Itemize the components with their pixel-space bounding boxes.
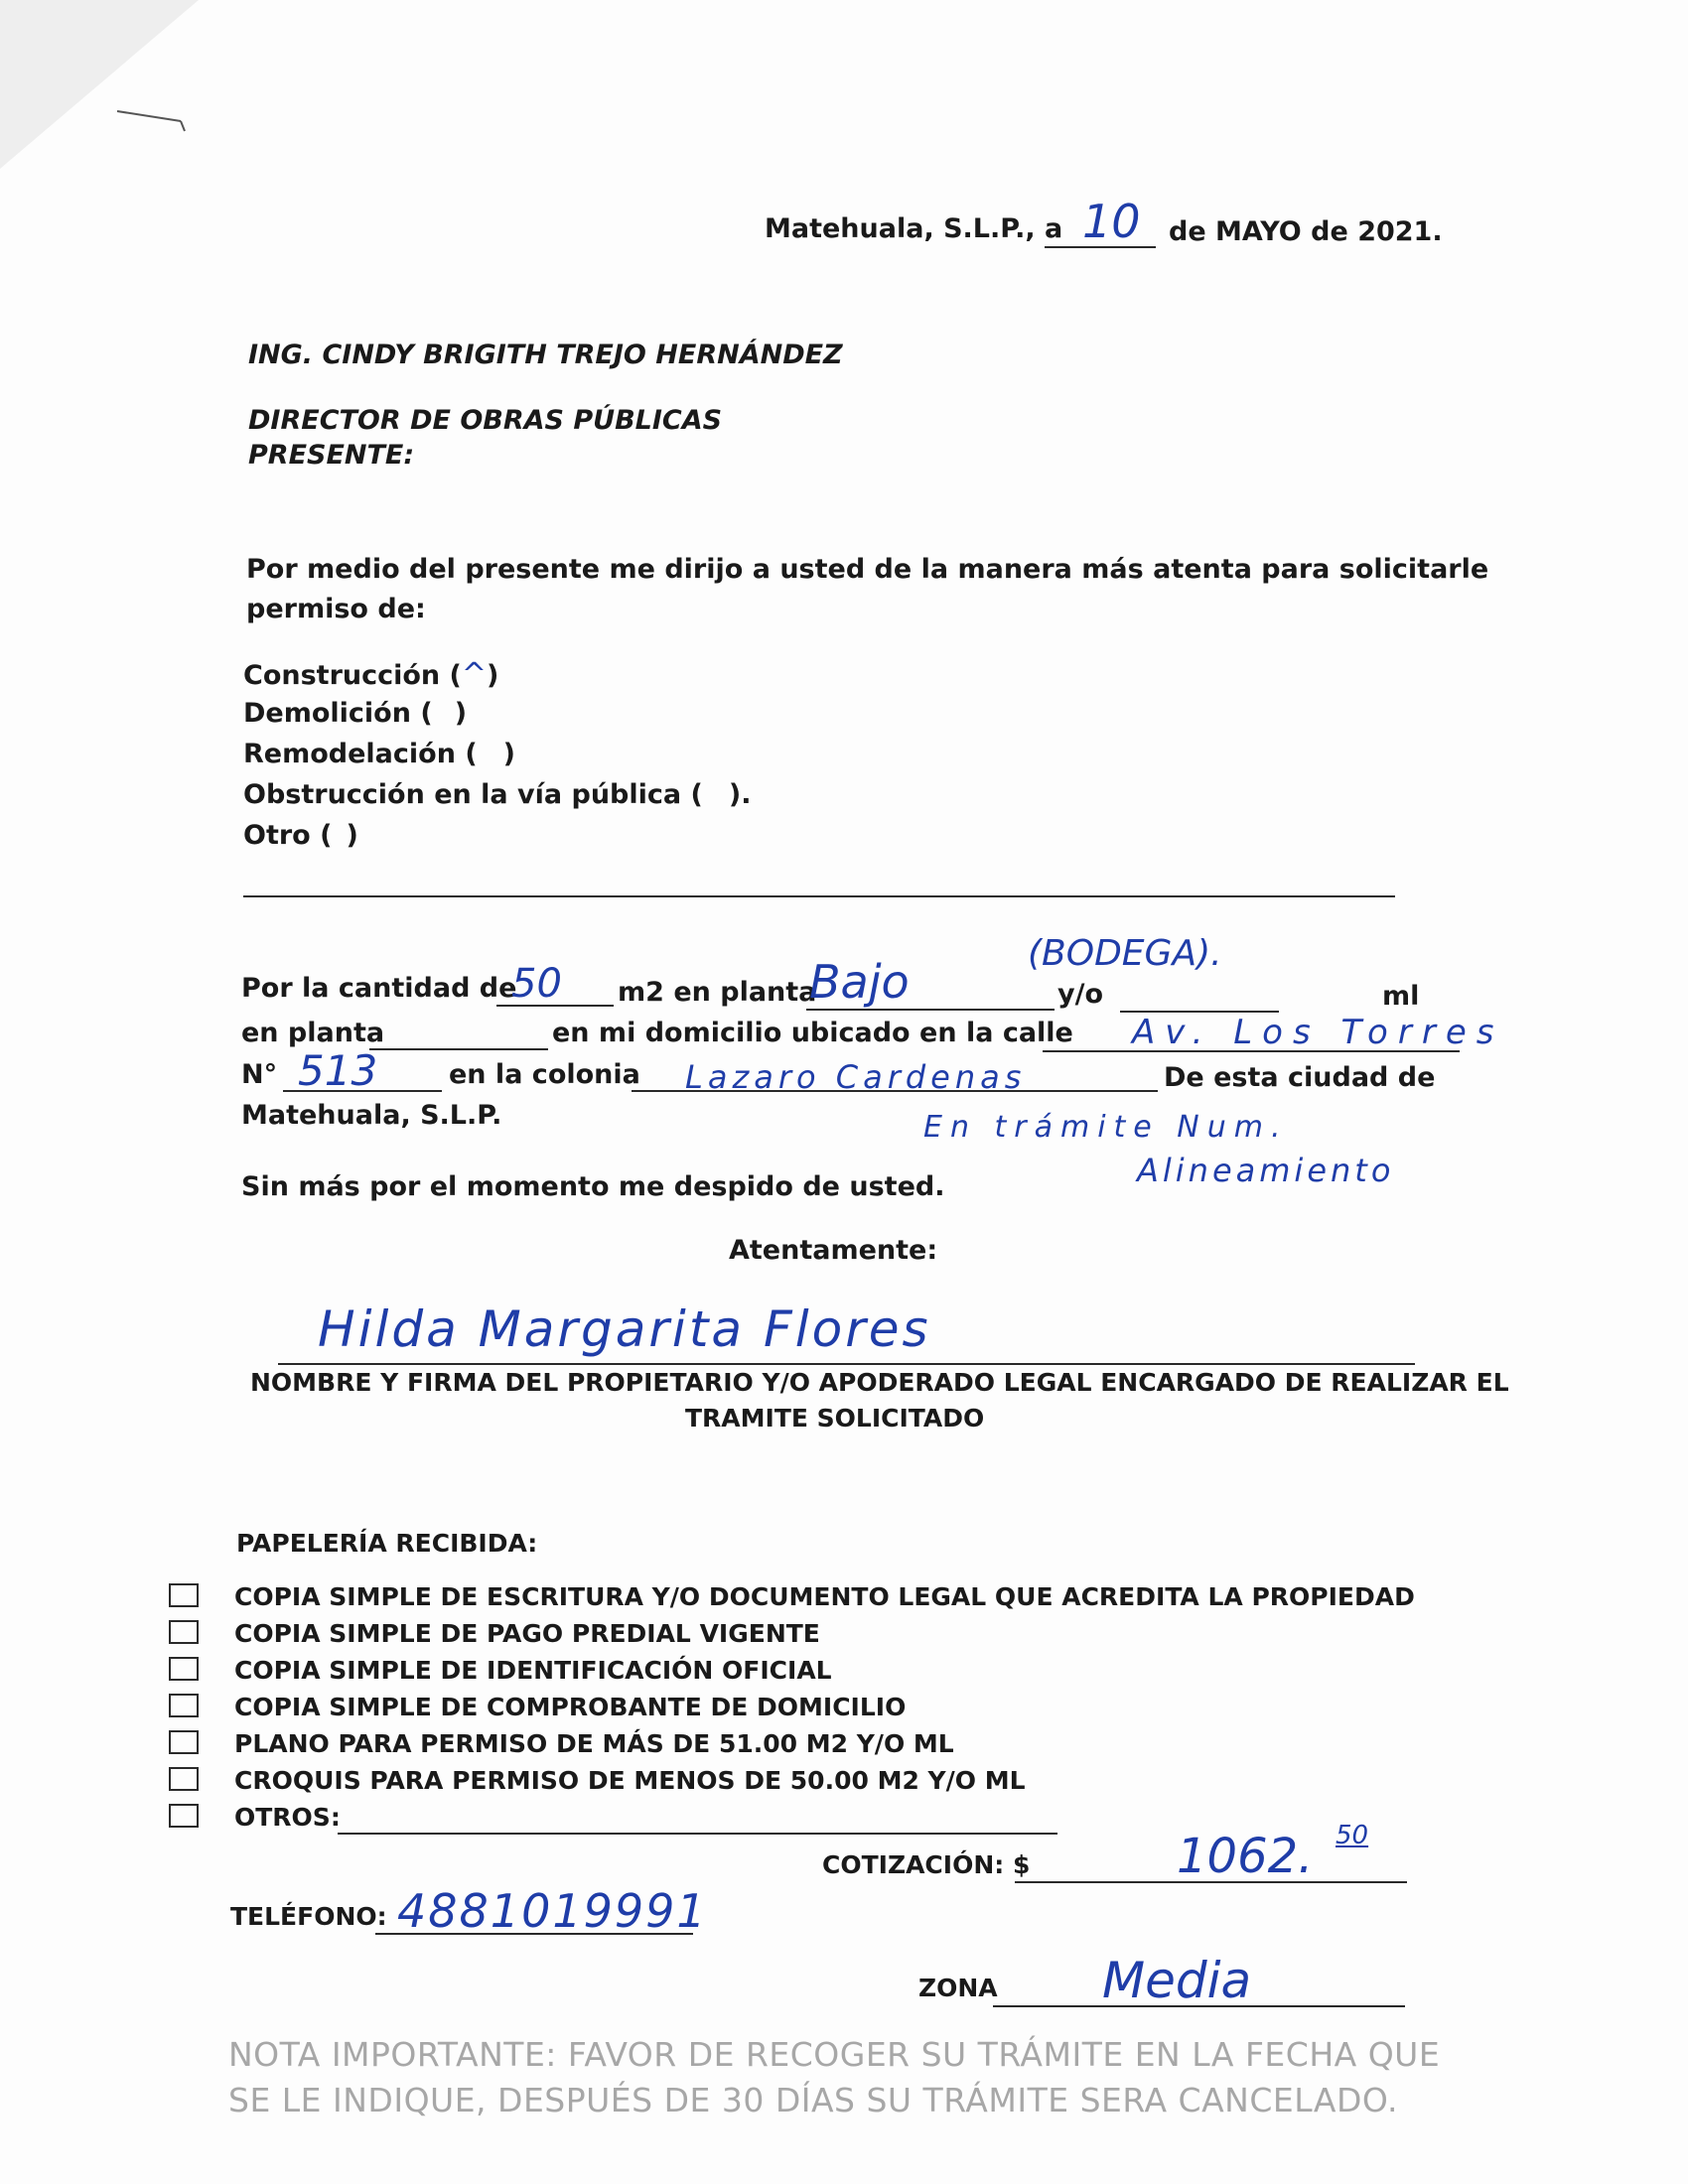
date-day-value: 10 [1082,195,1141,248]
en-planta-line [369,1048,548,1050]
papeleria-item-domicilio: COPIA SIMPLE DE COMPROBANTE DE DOMICILIO [234,1693,907,1721]
en-planta-label: en planta [241,1018,385,1048]
papeleria-item-croquis: CROQUIS PARA PERMISO DE MENOS DE 50.00 M2 Y/O ML [234,1766,1026,1795]
signature-line [278,1363,1415,1365]
ciudad-label: De esta ciudad de [1164,1062,1436,1093]
date-prefix: Matehuala, S.L.P., a [765,213,1063,244]
handwritten-note-alineamiento: Alineamiento [1137,1152,1395,1189]
permit-option-close: ) [454,698,468,729]
permit-option-label: Obstrucción en la vía pública ( [243,779,703,810]
farewell-text: Sin más por el momento me despido de usted. [241,1171,945,1202]
papeleria-checkbox-plano[interactable] [169,1730,199,1754]
papeleria-checkbox-otros[interactable] [169,1804,199,1828]
intro-line-2: permiso de: [246,594,426,624]
permit-option-label: Remodelación ( [243,739,478,769]
papeleria-item-identificacion: COPIA SIMPLE DE IDENTIFICACIÓN OFICIAL [234,1656,832,1685]
papeleria-item-otros: OTROS: [234,1803,341,1832]
signature-caption-2: TRAMITE SOLICITADO [685,1404,985,1433]
permit-option-label: Demolición ( [243,698,433,729]
colonia-value: Lazaro Cardenas [685,1058,1027,1096]
planta-value: Bajo [809,955,910,1009]
permit-option-label: Otro ( [243,820,333,851]
permit-option-mark: ^ [461,657,488,692]
ciudad-line-2: Matehuala, S.L.P. [241,1100,502,1131]
intro-line-1: Por medio del presente me dirijo a usted de la manera más atenta para solicitarle [246,554,1489,585]
papeleria-checkbox-domicilio[interactable] [169,1694,199,1717]
cantidad-label: Por la cantidad de [241,973,517,1004]
papeleria-checkbox-predial[interactable] [169,1620,199,1644]
date-suffix: de MAYO de 2021. [1169,216,1443,247]
yo-label: y/o [1057,979,1104,1010]
nota-line-1: NOTA IMPORTANTE: FAVOR DE RECOGER SU TRÁMITE EN LA FECHA QUE [228,2035,1441,2074]
permit-option-otro [243,820,358,851]
permit-option-remodelacion [243,739,515,769]
recipient-greeting: PRESENTE: [248,440,415,471]
telefono-value: 4881019991 [397,1884,708,1938]
papeleria-item-predial: COPIA SIMPLE DE PAGO PREDIAL VIGENTE [234,1619,820,1648]
folded-corner-mark [0,0,258,199]
permit-option-label: Construcción ( [243,660,462,691]
colonia-label: en la colonia [449,1059,640,1090]
zona-label: ZONA [918,1974,998,2002]
numero-value: 513 [298,1046,378,1095]
planta-line [806,1009,1055,1011]
permit-option-obstruccion [243,779,751,810]
handwritten-note-tramite: En trámite Num. [923,1110,1289,1145]
permit-option-close: ). [728,779,752,810]
papeleria-checkbox-identificacion[interactable] [169,1657,199,1681]
permit-option-close: ) [502,739,516,769]
permit-option-demolicion [243,698,467,729]
nota-line-2: SE LE INDIQUE, DESPUÉS DE 30 DÍAS SU TRÁMITE SERA CANCELADO. [228,2081,1398,2119]
permit-option-close: ) [346,820,358,851]
signature-handwritten: Hilda Margarita Flores [318,1300,931,1358]
domicilio-label: en mi domicilio ubicado en la calle [552,1018,1073,1048]
ml-label: ml [1382,981,1420,1012]
papeleria-item-escritura: COPIA SIMPLE DE ESCRITURA Y/O DOCUMENTO LEGAL QUE ACREDITA LA PROPIEDAD [234,1582,1415,1611]
zona-value: Media [1102,1952,1252,2009]
signature-caption-1: NOMBRE Y FIRMA DEL PROPIETARIO Y/O APODERADO LEGAL ENCARGADO DE REALIZAR EL [250,1368,1509,1397]
cotizacion-label: COTIZACIÓN: $ [822,1850,1031,1879]
cotizacion-value: 1062. [1177,1829,1314,1884]
numero-label: N° [241,1059,278,1090]
permit-option-close: ) [487,660,499,691]
calle-value: Av. Los Torres [1132,1013,1504,1052]
telefono-label: TELÉFONO: [230,1902,387,1931]
otro-underline [243,895,1395,897]
atentamente-label: Atentamente: [729,1235,938,1266]
papeleria-checkbox-escritura[interactable] [169,1583,199,1607]
recipient-name: ING. CINDY BRIGITH TREJO HERNÁNDEZ [248,340,843,370]
otros-line [338,1833,1057,1835]
cotizacion-cents: 50 [1336,1821,1369,1850]
m2-label: m2 en planta [618,977,817,1008]
papeleria-checkbox-croquis[interactable] [169,1767,199,1791]
cantidad-value: 50 [511,961,562,1007]
planta-note-handwritten: (BODEGA). [1028,933,1222,974]
recipient-title: DIRECTOR DE OBRAS PÚBLICAS [248,405,723,436]
papeleria-title: PAPELERÍA RECIBIDA: [236,1529,538,1558]
papeleria-item-plano: PLANO PARA PERMISO DE MÁS DE 51.00 M2 Y/O ML [234,1729,954,1758]
permit-option-construccion [243,657,498,692]
